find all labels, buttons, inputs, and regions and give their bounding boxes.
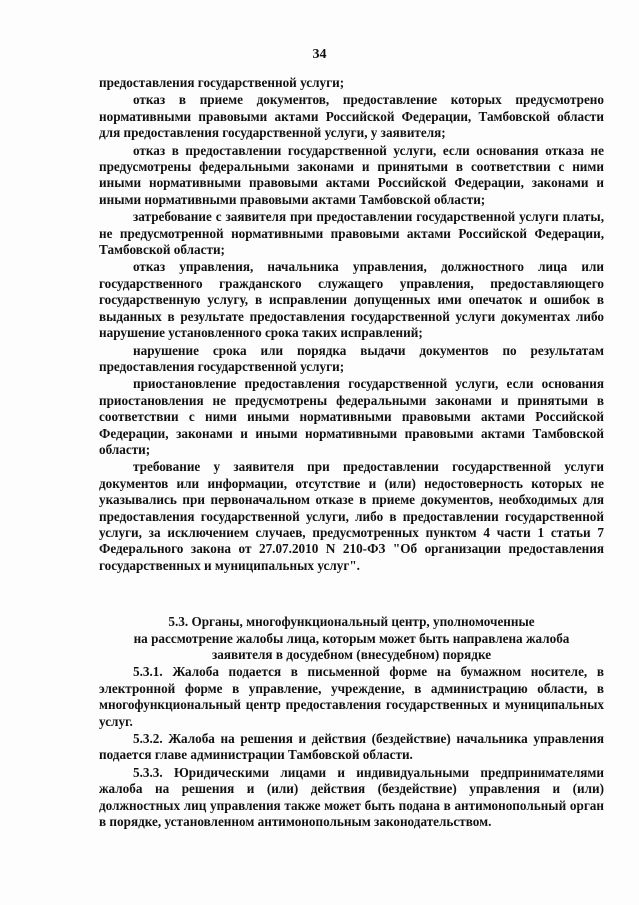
paragraph: отказ управления, начальника управления, должностного лица или государственного гражданского служащего управления, предоставляющего государственную услугу, в исправлении допущенных ими опечаток и ошибок в выданных в результате предоставления государственной услуги документах либо нарушение установленного срока таких исправлений; — [99, 259, 604, 341]
section-heading-line: заявителя в досудебном (внесудебном) порядке — [211, 647, 492, 662]
paragraph: затребование с заявителя при предоставлении государственной услуги платы, не предусмотренной нормативными правовыми актами Российской Федерации, Тамбовской области; — [99, 209, 604, 258]
section-heading-line: на рассмотрение жалобы лица, которым может быть направлена жалоба — [133, 630, 570, 646]
paragraph: нарушение срока или порядка выдачи документов по результатам предоставления государственной услуги; — [99, 342, 604, 374]
page-number: 34 — [312, 47, 327, 62]
paragraph: требование у заявителя при предоставлении государственной услуги документов или информации, отсутствие и (или) недостоверность которых не указывались при первоначальном отказе в приеме документов, необходимых для предоставления государственной услуги, либо в предоставлении государственной услуги, за исключением случаев, предусмотренных пунктом 4 части 1 статьи 7 Федерального закона от 27.07.2010 N 210-ФЗ "Об организации предоставления государственных и муниципальных услуг". — [99, 459, 604, 573]
section-paragraph: 5.3.3. Юридическими лицами и индивидуальными предпринимателями жалоба на решения и (или) действия (бездействие) управления и (или) должностных лиц управления также может быть подана в антимонопольный орган в порядке, установленном антимонопольным законодательством. — [99, 764, 604, 830]
paragraph: отказ в приеме документов, предоставление которых предусмотрено нормативными правовыми актами Российской Федерации, Тамбовской области для предоставления государственной услуги, у заявителя; — [99, 92, 604, 141]
document-body — [99, 75, 604, 831]
section-heading — [99, 614, 604, 663]
paragraph: приостановление предоставления государственной услуги, если основания приостановления не предусмотрены федеральными законами и принятыми в соответствии с ними иными нормативными правовыми актами Российской Федерации, законами и иными нормативными правовыми актами Тамбовской области; — [99, 376, 604, 457]
section-heading-line: 5.3. Органы, многофункциональный центр, уполномоченные — [168, 614, 535, 630]
section-paragraph: 5.3.2. Жалоба на решения и действия (бездействие) начальника управления подается главе администрации Тамбовской области. — [99, 731, 604, 763]
paragraph: предоставления государственной услуги; — [99, 75, 345, 90]
paragraph: отказ в предоставлении государственной услуги, если основания отказа не предусмотрены федеральными законами и принятыми в соответствии с ними иными нормативными правовыми актами Российской Федерации, законами и иными нормативными правовыми актами Тамбовской области; — [99, 142, 604, 207]
section-paragraph: 5.3.1. Жалоба подается в письменной форме на бумажном носителе, в электронной форме в управление, учреждение, в администрацию области, в многофункциональный центр предоставления государственных и муниципальных услуг. — [99, 664, 604, 729]
